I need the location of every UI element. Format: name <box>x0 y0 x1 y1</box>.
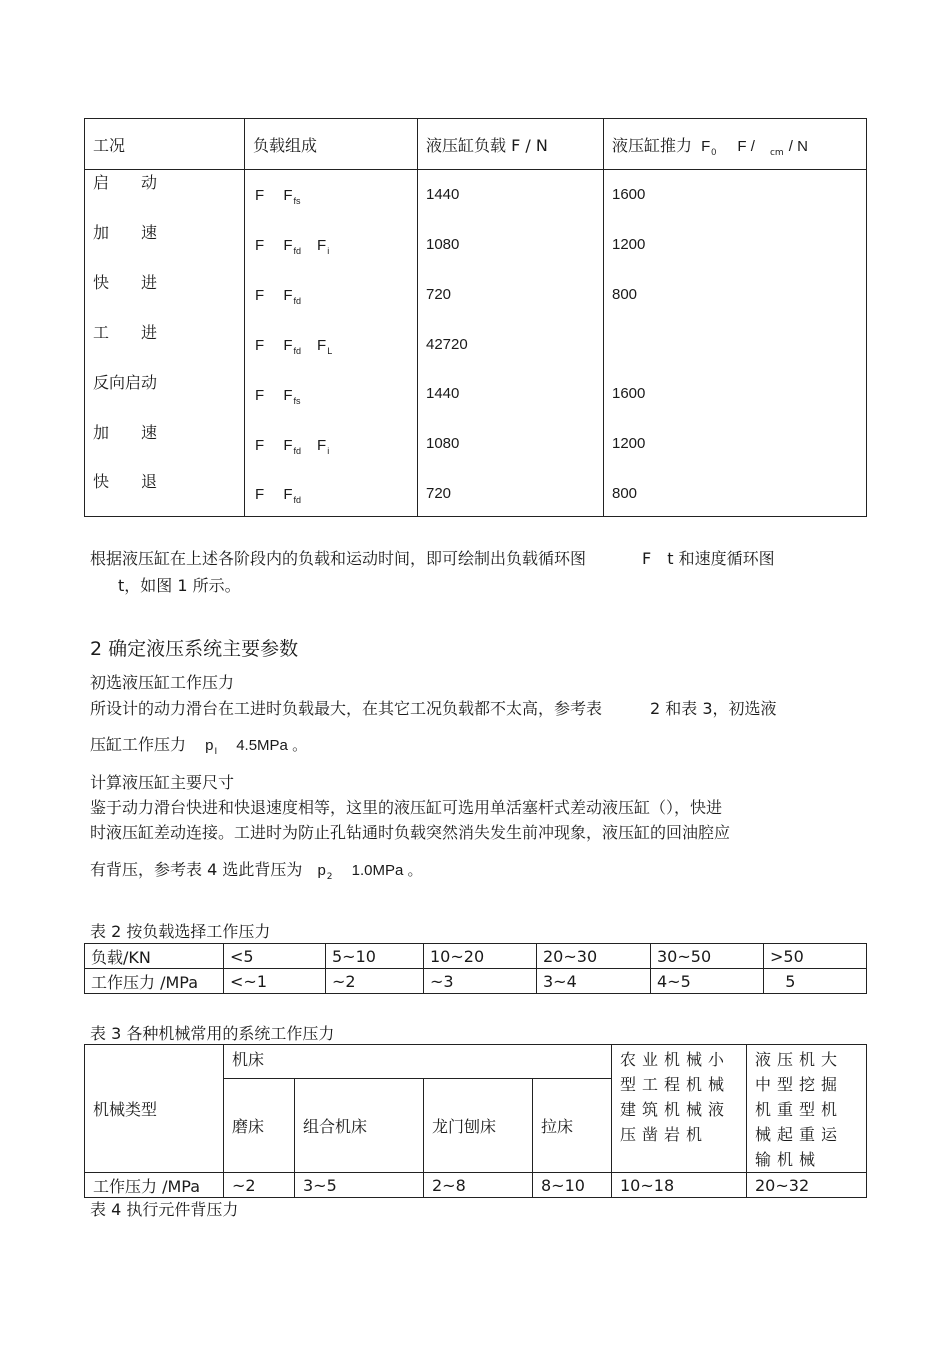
agri-machinery-header: 农业机械小型工程机械建筑机械液压凿岩机 <box>612 1045 747 1173</box>
table-cell: 20~32 <box>747 1173 867 1198</box>
composition-cell: F $F_{fd}$ $F_i$ <box>255 437 330 456</box>
tool-planer: 龙门刨床 <box>424 1078 533 1172</box>
subheading-initial-pressure: 初选液压缸工作压力 <box>90 673 235 692</box>
table-cell: 20~30 <box>537 944 651 969</box>
machine-type-label: 机械类型 <box>85 1045 224 1173</box>
table-row <box>85 944 867 969</box>
composition-cell: F $F_{fs}$ <box>255 187 301 206</box>
table-cell: 3~4 <box>537 969 651 994</box>
load-cell: 1440 <box>426 186 460 203</box>
load-cell: 42720 <box>426 336 468 353</box>
tool-broacher: 拉床 <box>533 1078 612 1172</box>
composition-cell: F $F_{fd}$ <box>255 287 302 306</box>
paragraph-cylinder-size-2: 时液压缸差动连接。工进时为防止孔钻通时负载突然消失发生前冲现象，液压缸的回油腔应 <box>90 823 731 842</box>
subheading-cylinder-size: 计算液压缸主要尺寸 <box>90 773 235 792</box>
thrust-cell: 1600 <box>612 385 646 402</box>
condition-cell: 反向启动 <box>93 373 158 392</box>
table-cell: 10~20 <box>424 944 537 969</box>
machine-tool-header: 机床 <box>224 1045 612 1079</box>
composition-column <box>245 170 418 517</box>
table-cell: >50 <box>764 944 867 969</box>
thrust-cell: 1200 <box>612 435 646 452</box>
table2-caption: 表 2 按负载选择工作压力 <box>90 922 271 941</box>
paragraph-cylinder-size-3: 有背压，参考表 4 选此背压为 $p_2$ 1.0MPa 。 <box>90 860 423 882</box>
section-title: 2 确定液压系统主要参数 <box>90 638 299 660</box>
table-cell: 10~18 <box>612 1173 747 1198</box>
condition-cell: 快 退 <box>93 472 158 491</box>
table-cell: <5 <box>224 944 326 969</box>
composition-cell: F $F_{fd}$ $F_i$ <box>255 237 330 256</box>
col-header-composition: 负载组成 <box>245 119 418 170</box>
load-cell: 1440 <box>426 385 460 402</box>
table-row <box>85 969 867 994</box>
table3-caption: 表 3 各种机械常用的系统工作压力 <box>90 1024 335 1043</box>
paragraph-initial-pressure-cont: 压缸工作压力 $p_I$ 4.5MPa 。 <box>90 735 308 757</box>
tool-modular: 组合机床 <box>295 1078 424 1172</box>
load-cell: 720 <box>426 286 452 303</box>
table-cell: ~2 <box>326 969 424 994</box>
thrust-cell: 800 <box>612 485 638 502</box>
tool-grinder: 磨床 <box>224 1078 295 1172</box>
load-column <box>418 170 604 517</box>
condition-cell: 工 进 <box>93 323 158 342</box>
table-cell: 4~5 <box>651 969 764 994</box>
condition-cell: 加 速 <box>93 423 158 442</box>
paragraph-cylinder-size-1: 鉴于动力滑台快进和快退速度相等，这里的液压缸可选用单活塞杆式差动液压缸（），快进 <box>90 798 723 817</box>
hydraulic-press-header: 液压机大中型挖掘机重型机械起重运输机械 <box>747 1045 867 1173</box>
thrust-column <box>604 170 867 517</box>
load-cell: 1080 <box>426 435 460 452</box>
machine-pressure-table <box>84 1044 867 1198</box>
table4-caption: 表 4 执行元件背压力 <box>90 1200 239 1219</box>
composition-cell: F $F_{fd}$ $F_L$ <box>255 337 333 356</box>
paragraph-initial-pressure: 所设计的动力滑台在工进时负载最大，在其它工况负载都不太高，参考表 2 和表 3，初选液 <box>90 699 777 718</box>
pressure-label: 工作压力 /MPa <box>85 1173 224 1198</box>
load-table <box>84 118 867 517</box>
condition-column <box>85 170 245 517</box>
table-cell: 5~10 <box>326 944 424 969</box>
composition-cell: F $F_{fd}$ <box>255 486 302 505</box>
table-cell: ~3 <box>424 969 537 994</box>
table-cell: <~1 <box>224 969 326 994</box>
thrust-cell: 800 <box>612 286 638 303</box>
paragraph-load-cycle-cont: t，如图 1 所示。 <box>118 576 241 595</box>
pressure-by-load-table <box>84 943 867 994</box>
table-row <box>85 1173 867 1198</box>
load-cell: 1080 <box>426 236 460 253</box>
condition-cell: 快 进 <box>93 273 158 292</box>
table-cell: 负载/KN <box>85 944 224 969</box>
table-cell: 工作压力 /MPa <box>85 969 224 994</box>
table-cell: 8~10 <box>533 1173 612 1198</box>
table-cell: 5 <box>764 969 867 994</box>
thrust-cell: 1200 <box>612 236 646 253</box>
table-cell: ~2 <box>224 1173 295 1198</box>
table-cell: 3~5 <box>295 1173 424 1198</box>
table-cell: 2~8 <box>424 1173 533 1198</box>
paragraph-load-cycle: 根据液压缸在上述各阶段内的负载和运动时间，即可绘制出负载循环图 F t 和速度循环图 <box>90 549 775 568</box>
col-header-condition: 工况 <box>85 119 245 170</box>
col-header-load: 液压缸负载 F / N <box>418 119 604 170</box>
composition-cell: F $F_{fs}$ <box>255 387 301 406</box>
condition-cell: 加 速 <box>93 223 158 242</box>
col-header-thrust: 液压缸推力 $F_0$ F / $_{cm}$ / N <box>604 119 867 170</box>
table-cell: 30~50 <box>651 944 764 969</box>
thrust-cell: 1600 <box>612 186 646 203</box>
load-cell: 720 <box>426 485 452 502</box>
condition-cell: 启 动 <box>93 173 158 192</box>
